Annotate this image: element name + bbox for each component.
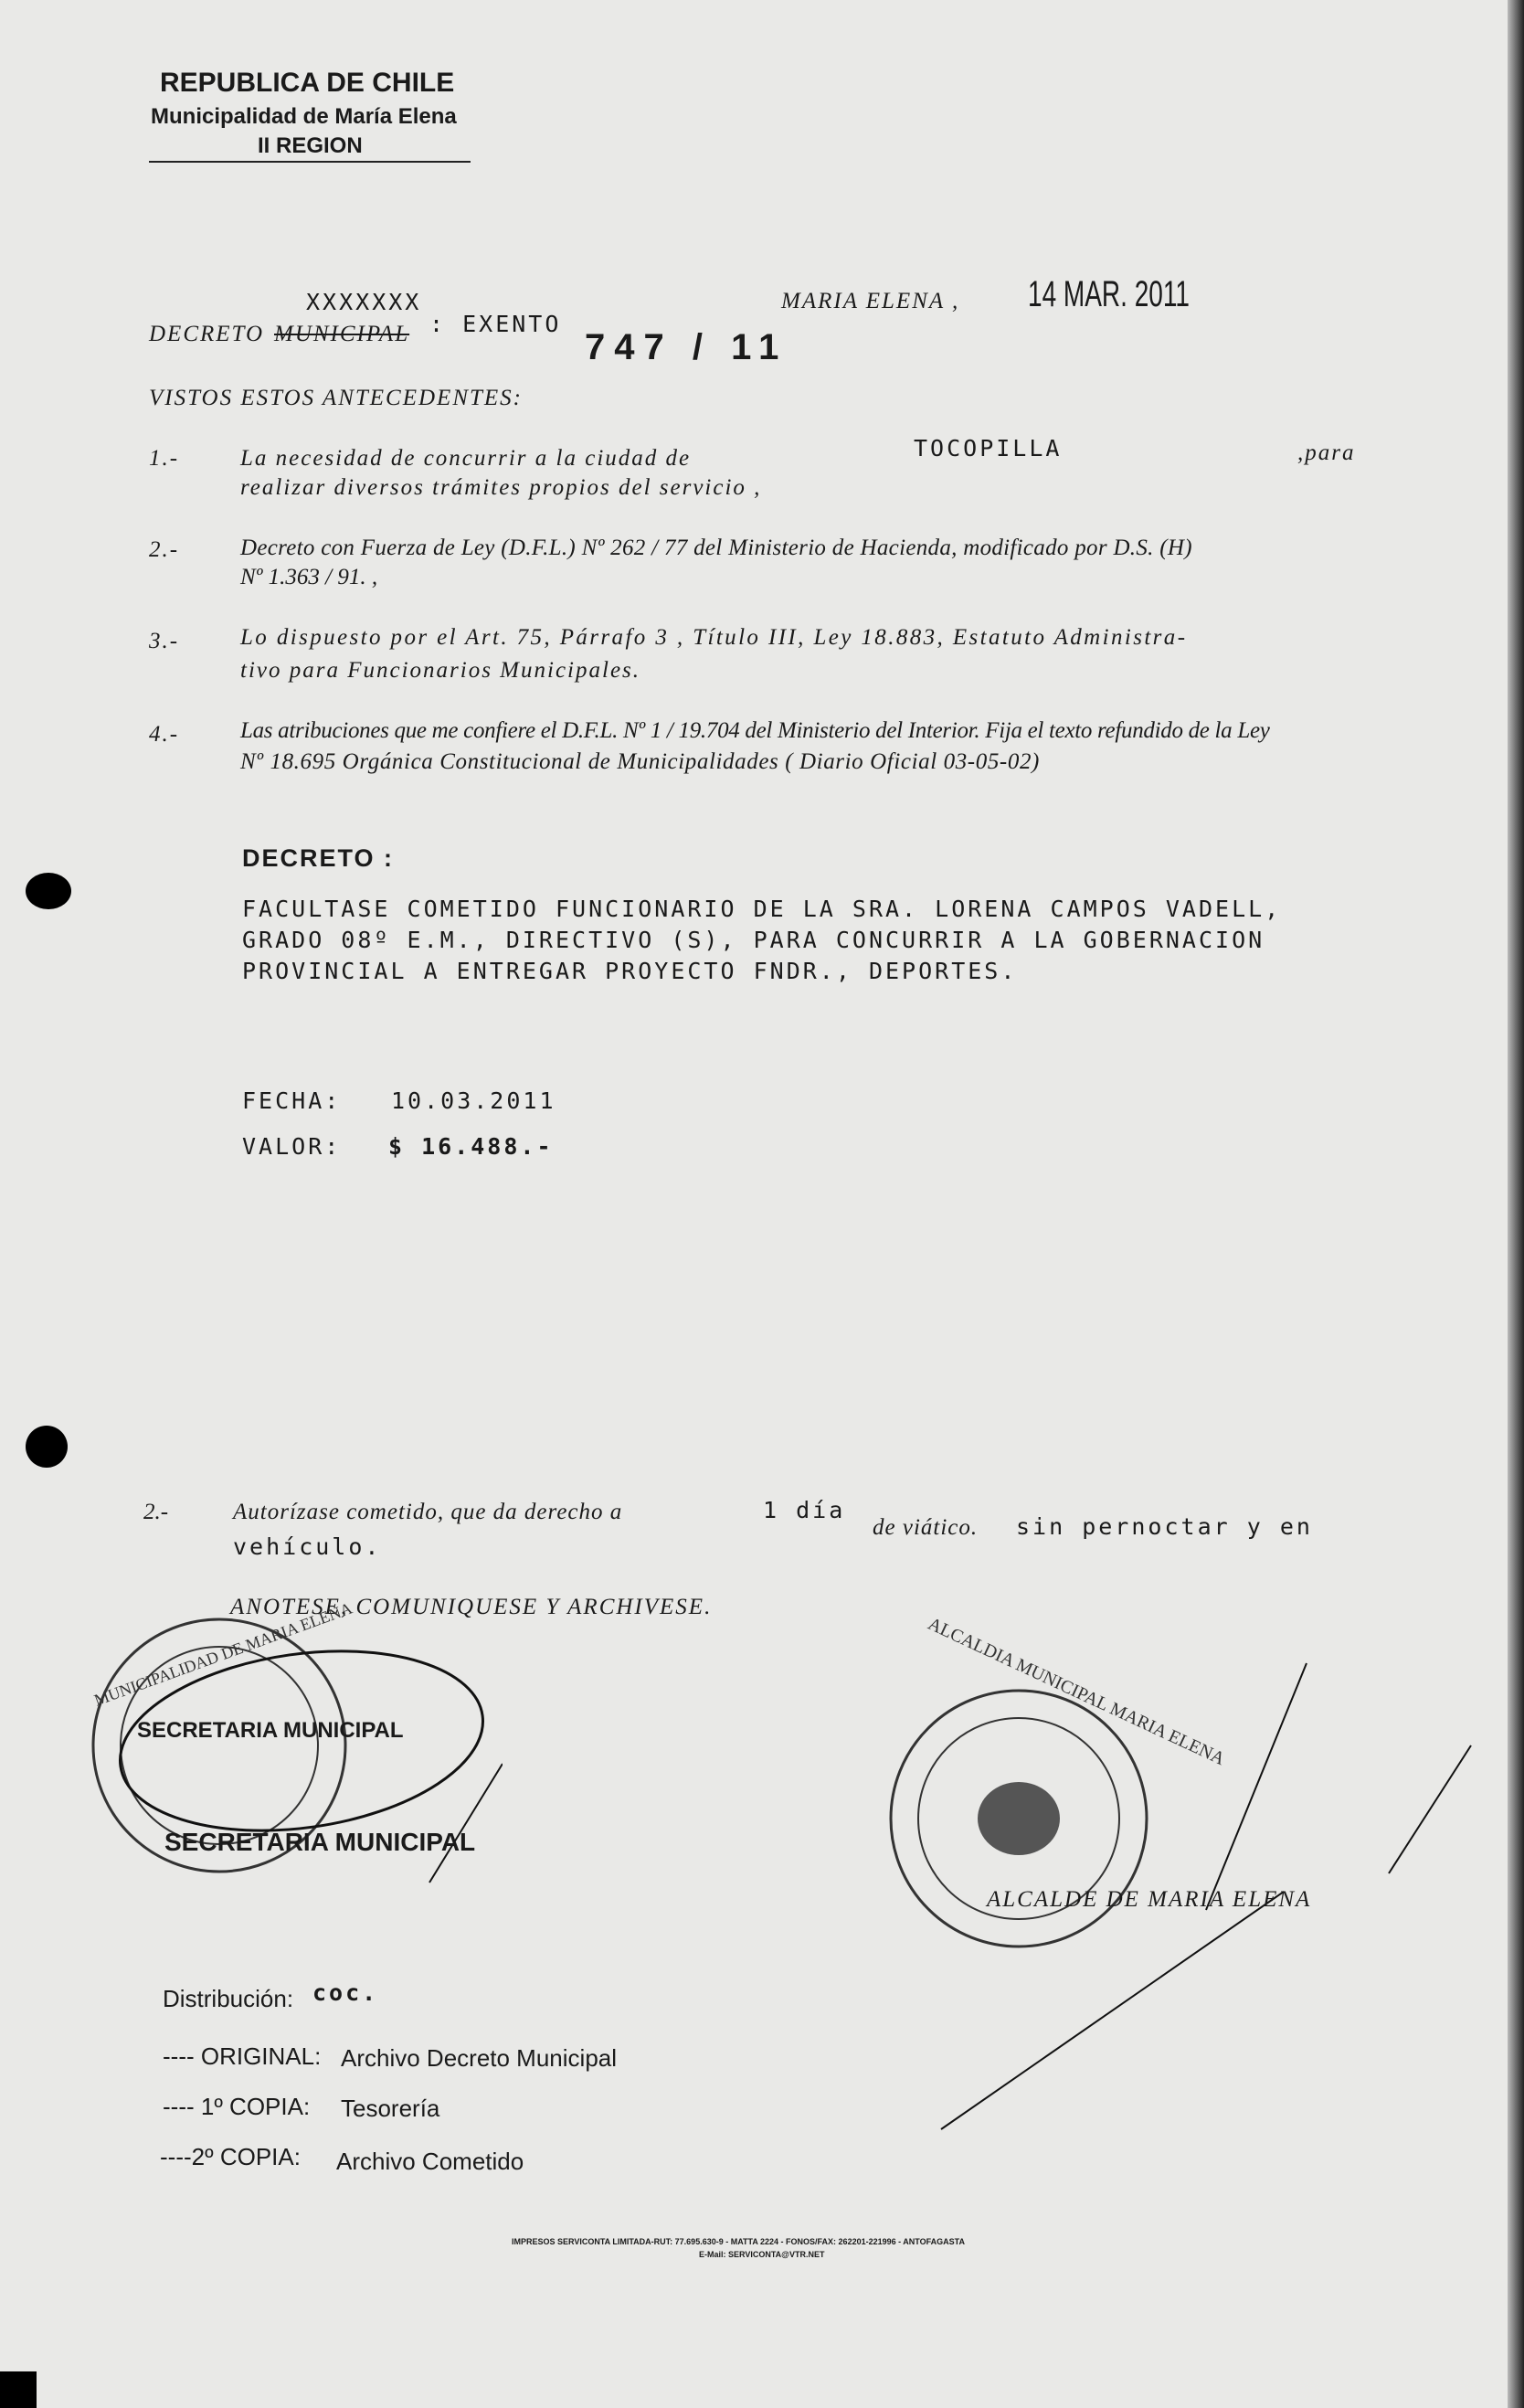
secretaria-stamp xyxy=(82,1608,503,1901)
decree-number: 747 / 11 xyxy=(585,327,788,367)
decree-label: DECRETO xyxy=(149,322,265,346)
decreto-line: PROVINCIAL A ENTREGAR PROYECTO FNDR., DEPORTES. xyxy=(242,958,1018,984)
decree-type: : EXENTO xyxy=(429,311,562,337)
printer-footer: IMPRESOS SERVICONTA LIMITADA-RUT: 77.695.630-9 - MATTA 2224 - FONOS/FAX: 262201-221996 - ANTOFAGASTA xyxy=(512,2237,965,2246)
item-num: 3.- xyxy=(149,629,180,653)
item-num: 4.- xyxy=(149,722,180,747)
coat-of-arms-icon xyxy=(978,1782,1060,1855)
item-text: realizar diversos trámites propios del servicio , xyxy=(240,475,762,500)
valor-value: $ 16.488.- xyxy=(388,1133,554,1160)
overstrike: XXXXXXX xyxy=(306,289,422,315)
region: II REGION xyxy=(258,133,363,158)
city-fill: TOCOPILLA xyxy=(914,435,1063,461)
dist-prefix: ----2º COPIA: xyxy=(160,2143,301,2170)
item-text: de viático. xyxy=(873,1515,979,1540)
item-text: ,para xyxy=(1297,440,1356,465)
stamp-ring-text: MUNICIPALIDAD DE MARIA ELENA xyxy=(91,1598,355,1710)
country: REPUBLICA DE CHILE xyxy=(160,68,455,98)
valor-label: VALOR: xyxy=(242,1133,342,1160)
closing: ANOTESE, COMUNIQUESE Y ARCHIVESE. xyxy=(230,1595,713,1619)
municipality: Municipalidad de María Elena xyxy=(151,104,457,129)
item-text: tivo para Funcionarios Municipales. xyxy=(240,658,641,683)
date-stamp: 14 MAR. 2011 xyxy=(1028,274,1190,314)
dist-prefix: ---- ORIGINAL: xyxy=(163,2042,322,2070)
scan-corner xyxy=(0,2371,37,2408)
punch-hole xyxy=(26,873,71,909)
item-text: vehículo. xyxy=(233,1533,382,1560)
place: MARIA ELENA , xyxy=(781,289,960,313)
fecha-label: FECHA: xyxy=(242,1087,342,1114)
dist-prefix: ---- 1º COPIA: xyxy=(163,2093,311,2120)
struck-word: MUNICIPAL xyxy=(274,322,410,346)
item-text: sin pernoctar y en xyxy=(1016,1513,1313,1540)
secretaria-caption: SECRETARIA MUNICIPAL xyxy=(164,1828,476,1856)
vistos-heading: VISTOS ESTOS ANTECEDENTES: xyxy=(149,386,523,410)
item-text: Autorízase cometido, que da derecho a xyxy=(233,1500,623,1524)
item-text: Decreto con Fuerza de Ley (D.F.L.) Nº 262 / 77 del Ministerio de Hacienda, modificado por D.S. (H) xyxy=(240,536,1192,560)
decreto-line: GRADO 08º E.M., DIRECTIVO (S), PARA CONCURRIR A LA GOBERNACION xyxy=(242,927,1265,953)
item-text: La necesidad de concurrir a la ciudad de xyxy=(240,446,692,471)
dist-value: Archivo Cometido xyxy=(336,2148,524,2175)
dist-value: Archivo Decreto Municipal xyxy=(341,2044,618,2072)
item-num: 2.- xyxy=(149,537,180,562)
item-text: Nº 1.363 / 91. , xyxy=(240,565,378,589)
stamp-center: SECRETARIA MUNICIPAL xyxy=(137,1718,404,1743)
dist-value: Tesorería xyxy=(341,2095,440,2122)
stamp-ring-text: ALCALDIA MUNICIPAL MARIA ELENA xyxy=(925,1613,1228,1770)
decreto-heading: DECRETO : xyxy=(242,844,395,872)
item-text: Lo dispuesto por el Art. 75, Párrafo 3 , Título III, Ley 18.883, Estatuto Administra- xyxy=(240,625,1188,650)
item-text: Nº 18.695 Orgánica Constitucional de Municipalidades ( Diario Oficial 03-05-02) xyxy=(240,749,1040,774)
scan-edge xyxy=(1508,0,1524,2408)
divider xyxy=(149,161,471,163)
days: 1 día xyxy=(763,1497,846,1523)
decreto-line: FACULTASE COMETIDO FUNCIONARIO DE LA SRA. LORENA CAMPOS VADELL, xyxy=(242,896,1282,922)
fecha-value: 10.03.2011 xyxy=(391,1087,556,1114)
alcalde-caption: ALCALDE DE MARIA ELENA xyxy=(987,1887,1312,1912)
distribution-code: coc. xyxy=(312,1979,379,2006)
item-num: 2.- xyxy=(143,1500,169,1524)
printer-email: E-Mail: SERVICONTA@VTR.NET xyxy=(699,2250,825,2259)
punch-hole xyxy=(26,1426,68,1468)
item-text: Las atribuciones que me confiere el D.F.L. Nº 1 / 19.704 del Ministerio del Interior. Fija el texto refundido de la Ley xyxy=(240,718,1270,743)
distribution-label: Distribución: xyxy=(163,1985,294,2012)
item-num: 1.- xyxy=(149,446,180,471)
